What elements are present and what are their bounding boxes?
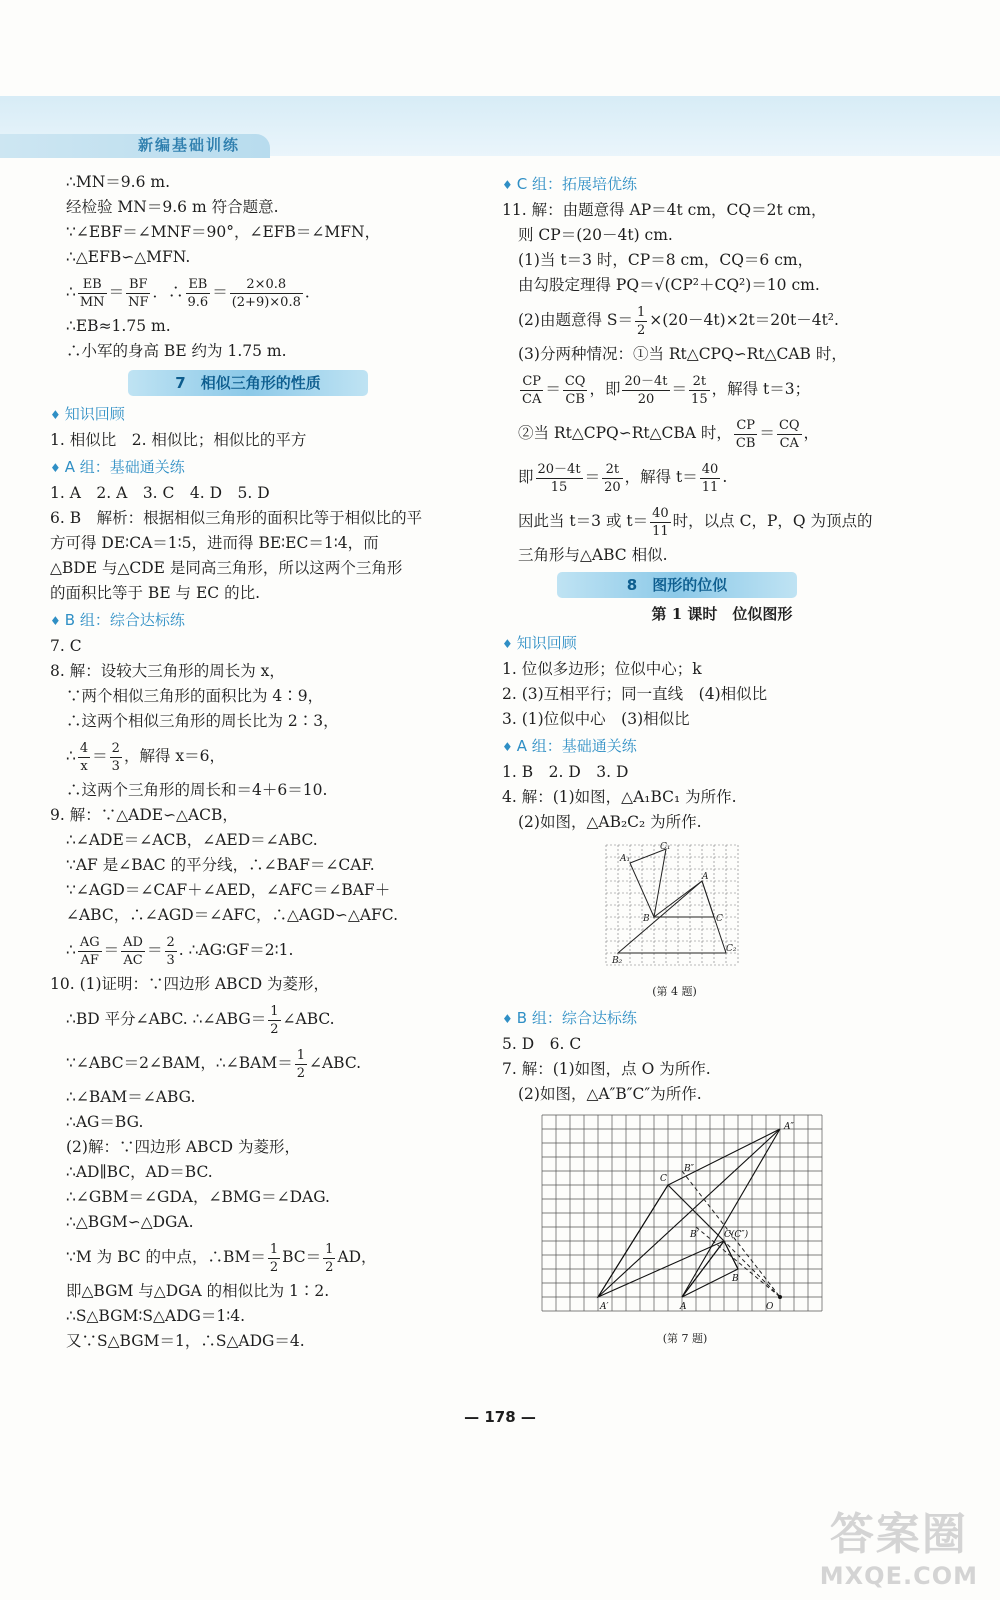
label-a: A	[702, 872, 709, 882]
label-c2: C₂	[726, 944, 737, 954]
fraction-line: $\frac{CP}{CA}$ ＝ $\frac{CQ}{CB}$ ，即 $\frac{20-4t}{20}$ ＝ $\frac{2t}{15}$ ，解得 t＝3；	[522, 373, 811, 407]
fraction: $\frac{CP}{CA}$	[522, 373, 542, 407]
text-line: 则 CP＝(20－4t) cm.	[518, 226, 673, 244]
text-line: (1)当 t＝3 时，CP＝8 cm，CQ＝6 cm，	[518, 251, 814, 269]
text-line: ∴AG＝BG.	[66, 1113, 144, 1131]
text-line: ∴S△BGM∶S△ADG＝1∶4.	[66, 1307, 246, 1325]
fraction-line: (2)由题意得 S＝ $\frac{1}{2}$ ×(20－4t)×2t＝20t－4t².	[518, 304, 839, 338]
fraction: $\frac{AD}{AC}$	[123, 934, 143, 968]
fraction: $\frac{2}{3}$	[166, 934, 175, 968]
label-b: B	[732, 1274, 739, 1284]
text-line: 经检验 MN＝9.6 m 符合题意.	[66, 198, 279, 216]
text-line: (2)如图，△A″B″C″为所作.	[518, 1085, 702, 1103]
text-line: (2)如图，△AB₂C₂ 为所作.	[518, 813, 702, 831]
text-line: ∴∠GBM＝∠GDA，∠BMG＝∠DAG.	[66, 1188, 330, 1206]
fraction: $\frac{40}{11}$	[701, 461, 719, 495]
text-line: ∴△BGM∽△DGA.	[66, 1213, 194, 1231]
label-a: A	[680, 1302, 687, 1312]
text-line: ∴这两个相似三角形的周长比为 2∶3，	[66, 712, 339, 730]
label-b: B	[643, 914, 650, 924]
text-line: 10. (1)证明：∵四边形 ABCD 为菱形，	[50, 975, 330, 993]
text-line: ∠ABC，∴∠AGD＝∠AFC，∴△AGD∽△AFC.	[66, 906, 399, 924]
text-line: 2. (3)互相平行；同一直线 (4)相似比	[502, 685, 768, 703]
text-line: ∴EB≈1.75 m.	[66, 317, 171, 335]
text-line: 11. 解：由题意得 AP＝4t cm，CQ＝2t cm，	[502, 201, 827, 219]
text-line: (3)分两种情况：①当 Rt△CPQ∽Rt△CAB 时，	[518, 345, 847, 363]
fraction: $\frac{BF}{NF}$	[128, 276, 149, 310]
fraction-line: ∴ $\frac{AG}{AF}$ ＝ $\frac{AD}{AC}$ ＝ $\frac{2}{3}$ . ∴AG∶GF＝2∶1.	[66, 934, 294, 968]
fraction: $\frac{EB}{9.6}$	[187, 276, 209, 310]
text-line: 4. 解：(1)如图，△A₁BC₁ 为所作.	[502, 788, 737, 806]
fraction: $\frac{20-4t}{20}$	[624, 373, 668, 407]
figure-caption: (第 7 题)	[662, 1332, 708, 1345]
text-line: 9. 解：∵△ADE∽△ACB，	[50, 806, 238, 824]
page-number: — 178 —	[464, 1408, 536, 1426]
fraction: $\frac{4}{x}$	[79, 740, 89, 774]
text-line: 3. (1)位似中心 (3)相似比	[502, 710, 690, 728]
fraction: $\frac{20-4t}{15}$	[537, 461, 581, 495]
figure-q7	[540, 1113, 830, 1351]
label-c-c-double-prime: C(C″)	[724, 1230, 749, 1240]
header-title: 新编基础训练	[138, 136, 241, 154]
left-column	[50, 170, 490, 1354]
fraction-line: ②当 Rt△CPQ∽Rt△CBA 时， $\frac{CP}{CB}$ ＝ $\frac{CQ}{CA}$ ，	[518, 417, 820, 451]
text-line: ∵两个相似三角形的面积比为 4∶9，	[66, 687, 324, 705]
text-line: 1. B 2. D 3. D	[502, 763, 629, 781]
fraction: $\frac{2}{3}$	[111, 740, 120, 774]
text-line: 三角形与△ABC 相似.	[518, 546, 668, 564]
heading-review: ♦ 知识回顾	[50, 402, 490, 428]
lesson-title: 第 1 课时 位似图形	[651, 605, 793, 623]
fraction: $\frac{CQ}{CB}$	[564, 373, 586, 407]
heading-group-b: ♦ B 组：综合达标练	[50, 608, 490, 634]
section-title-8: 8 图形的位似	[557, 572, 797, 598]
heading-group-c: ♦ C 组：拓展培优练	[502, 172, 942, 198]
label-c: C	[716, 914, 723, 924]
text-line: 方可得 DE∶CA＝1∶5，进而得 BE∶EC＝1∶4，而	[50, 534, 379, 552]
fraction: $\frac{2\times 0.8}{(2+9)\times 0.8}$	[231, 276, 301, 310]
text-line: ∴小军的身高 BE 约为 1.75 m.	[66, 342, 287, 360]
heading-group-b: ♦ B 组：综合达标练	[502, 1006, 942, 1032]
text-line: ∴AD∥BC，AD＝BC.	[66, 1163, 213, 1181]
text-line: 的面积比等于 BE 与 EC 的比.	[50, 584, 261, 602]
text-line: ∴∠BAM＝∠ABG.	[66, 1088, 196, 1106]
label-b2: B₂	[612, 956, 623, 966]
label-c: C	[660, 1174, 667, 1184]
fraction-line: ∴ $\frac{EB}{MN}$ ＝ $\frac{BF}{NF}$ ．∴ $\frac{EB}{9.6}$ ＝ $\frac{2\times 0.8}{(2+9)\times 0.8}$ ．	[66, 276, 321, 310]
label-b-double-prime: B″	[684, 1164, 694, 1174]
text-line: ∴这两个三角形的周长和＝4＋6＝10.	[66, 781, 328, 799]
watermark	[820, 1498, 978, 1590]
fraction-line: 因此当 t＝3 或 t＝ $\frac{40}{11}$ 时，以点 C，P，Q 为顶点的	[518, 505, 873, 539]
fraction-line: ∴ $\frac{4}{x}$ ＝ $\frac{2}{3}$ ，解得 x＝6，	[66, 740, 225, 774]
section-title-7: 7 相似三角形的性质	[128, 370, 368, 396]
text-line: 即△BGM 与△DGA 的相似比为 1∶2.	[66, 1282, 330, 1300]
text-line: 5. D 6. C	[502, 1035, 582, 1053]
fraction: $\frac{2t}{20}$	[604, 461, 621, 495]
fraction: $\frac{CP}{CB}$	[735, 417, 756, 451]
fraction-line: ∴BD 平分∠ABC. ∴∠ABG＝ $\frac{1}{2}$ ∠ABC.	[66, 1003, 335, 1037]
heading-review: ♦ 知识回顾	[502, 631, 942, 657]
fraction-line: ∵∠ABC＝2∠BAM，∴∠BAM＝ $\frac{1}{2}$ ∠ABC.	[66, 1047, 362, 1081]
fraction-line: 即 $\frac{20-4t}{15}$ ＝ $\frac{2t}{20}$ ，解得 t＝ $\frac{40}{11}$ .	[518, 461, 728, 495]
fraction: $\frac{1}{2}$	[325, 1241, 334, 1275]
text-line: 8. 解：设较大三角形的周长为 x，	[50, 662, 285, 680]
label-a-prime: A′	[600, 1302, 609, 1312]
text-line: ∵∠AGD＝∠CAF＋∠AED，∠AFC＝∠BAF＋	[66, 881, 391, 899]
text-line: ∴∠ADE＝∠ACB，∠AED＝∠ABC.	[66, 831, 318, 849]
right-column	[502, 170, 942, 1351]
fraction: $\frac{2t}{15}$	[691, 373, 708, 407]
fraction: $\frac{CQ}{CA}$	[778, 417, 800, 451]
text-line: △BDE 与△CDE 是同高三角形，所以这两个三角形	[50, 559, 403, 577]
text-line: 1. 相似比 2. 相似比；相似比的平方	[50, 431, 307, 449]
watermark-url: MXQE.COM	[819, 1562, 978, 1590]
label-c1: C₁	[660, 842, 671, 852]
grid-figure-q4	[602, 841, 747, 971]
text-line: 7. C	[50, 637, 82, 655]
text-line: 1. A 2. A 3. C 4. D 5. D	[50, 484, 270, 502]
text-line: ∴MN＝9.6 m.	[66, 173, 170, 191]
text-line: 由勾股定理得 PQ＝√(CP²＋CQ²)＝10 cm.	[518, 276, 820, 294]
triangle-abc	[654, 881, 714, 917]
text-line: ∴△EFB∽△MFN.	[66, 248, 191, 266]
text-line: (2)解：∵四边形 ABCD 为菱形，	[66, 1138, 300, 1156]
text-line: ∵AF 是∠BAC 的平分线，∴∠BAF＝∠CAF.	[66, 856, 375, 874]
label-b-prime: B′	[690, 1230, 699, 1240]
fraction: $\frac{1}{2}$	[296, 1047, 305, 1081]
text-line: 又∵S△BGM＝1，∴S△ADG＝4.	[66, 1332, 305, 1350]
figure-q4	[602, 841, 747, 1004]
fraction: $\frac{40}{11}$	[652, 505, 669, 539]
grid-figure-q7	[540, 1113, 830, 1318]
text-line: ∵∠EBF＝∠MNF＝90°，∠EFB＝∠MFN，	[66, 223, 381, 241]
fraction: $\frac{AG}{AF}$	[79, 934, 100, 968]
text-line: 7. 解：(1)如图，点 O 为所作.	[502, 1060, 711, 1078]
label-a1: A₁	[620, 854, 631, 864]
label-o: O	[766, 1302, 774, 1312]
heading-group-a: ♦ A 组：基础通关练	[502, 734, 942, 760]
fraction: $\frac{1}{2}$	[269, 1241, 279, 1275]
fraction: $\frac{EB}{MN}$	[79, 276, 105, 310]
text-line: 6. B 解析：根据相似三角形的面积比等于相似比的平	[50, 509, 423, 527]
text-line: 1. 位似多边形；位似中心；k	[502, 660, 702, 678]
fraction-line: ∵M 为 BC 的中点，∴BM＝ $\frac{1}{2}$ BC＝ $\frac{1}{2}$ AD，	[66, 1241, 377, 1275]
figure-caption: (第 4 题)	[652, 985, 697, 998]
watermark-text: 答案圈	[829, 1509, 968, 1560]
fraction: $\frac{1}{2}$	[270, 1003, 279, 1037]
heading-group-a: ♦ A 组：基础通关练	[50, 455, 490, 481]
triangle-a1bc1	[630, 849, 666, 917]
label-a-double-prime: A″	[784, 1122, 794, 1132]
fraction: $\frac{1}{2}$	[637, 304, 646, 338]
